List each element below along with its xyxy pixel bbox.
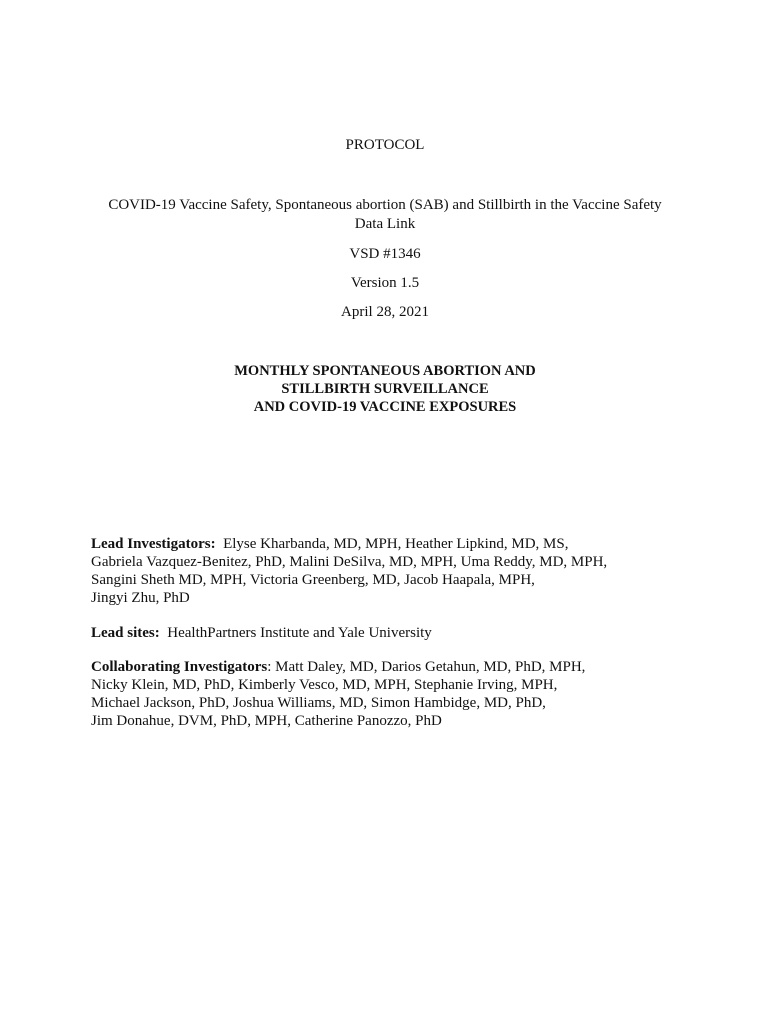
lead-sites-block xyxy=(91,624,731,642)
collaborating-investigators-line: Michael Jackson, PhD, Joshua Williams, MD, Simon Hambidge, MD, PhD, xyxy=(91,695,546,711)
version: Version 1.5 xyxy=(350,275,420,291)
main-title-line-1: MONTHLY SPONTANEOUS ABORTION AND xyxy=(234,363,536,379)
lead-investigators-label: Lead Investigators: xyxy=(91,536,216,552)
main-title-line-3: AND COVID-19 VACCINE EXPOSURES xyxy=(253,399,517,415)
protocol-heading: PROTOCOL xyxy=(345,137,425,153)
lead-sites-label: Lead sites: xyxy=(91,625,160,641)
collaborating-investigators-line: : Matt Daley, MD, Darios Getahun, MD, PhD, MPH, xyxy=(267,659,586,675)
study-title-line-1: COVID-19 Vaccine Safety, Spontaneous abortion (SAB) and Stillbirth in the Vaccine Safety xyxy=(108,197,662,213)
study-title-line-2: Data Link xyxy=(354,216,416,232)
date: April 28, 2021 xyxy=(341,304,429,320)
main-title-line-2: STILLBIRTH SURVEILLANCE xyxy=(281,381,489,397)
collaborating-investigators-block xyxy=(91,658,731,730)
lead-investigators-line: Sangini Sheth MD, MPH, Victoria Greenberg, MD, Jacob Haapala, MPH, xyxy=(91,572,535,588)
lead-investigators-block xyxy=(91,535,731,607)
lead-investigators-line: Jingyi Zhu, PhD xyxy=(91,590,190,606)
vsd-number: VSD #1346 xyxy=(349,246,421,262)
lead-sites-value: HealthPartners Institute and Yale University xyxy=(167,625,432,641)
collaborating-investigators-label: Collaborating Investigators xyxy=(91,659,268,675)
lead-investigators-line: Gabriela Vazquez-Benitez, PhD, Malini DeSilva, MD, MPH, Uma Reddy, MD, MPH, xyxy=(91,554,608,570)
lead-investigators-line: Elyse Kharbanda, MD, MPH, Heather Lipkind, MD, MS, xyxy=(223,536,569,552)
collaborating-investigators-line: Jim Donahue, DVM, PhD, MPH, Catherine Panozzo, PhD xyxy=(91,713,442,729)
collaborating-investigators-line: Nicky Klein, MD, PhD, Kimberly Vesco, MD, MPH, Stephanie Irving, MPH, xyxy=(91,677,558,693)
